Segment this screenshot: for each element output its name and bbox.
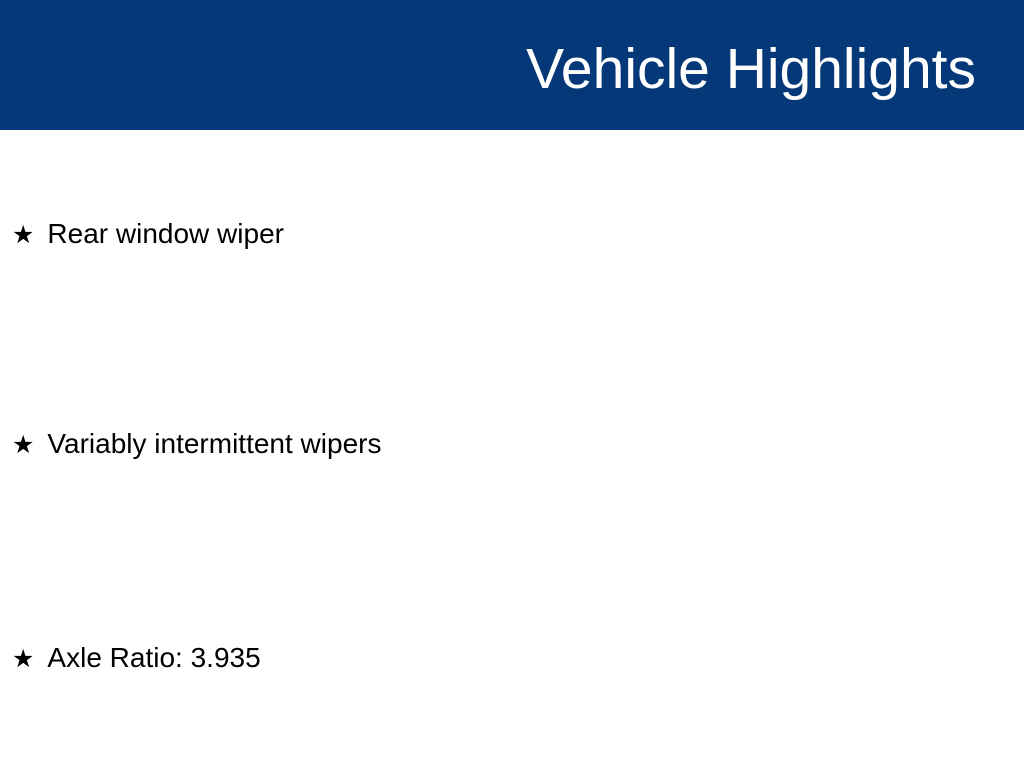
bullet-item-rear-window-wiper bbox=[12, 218, 284, 250]
star-bullet-icon: ★ bbox=[12, 221, 35, 249]
star-bullet-icon: ★ bbox=[12, 645, 35, 673]
bullet-text: Variably intermittent wipers bbox=[47, 428, 382, 459]
bullet-item-intermittent-wipers bbox=[12, 428, 381, 460]
bullet-item-axle-ratio bbox=[12, 642, 261, 674]
bullet-text: Axle Ratio: 3.935 bbox=[47, 642, 261, 673]
bullet-text: Rear window wiper bbox=[47, 218, 284, 249]
star-bullet-icon: ★ bbox=[12, 431, 35, 459]
slide-title: Vehicle Highlights bbox=[526, 36, 976, 101]
